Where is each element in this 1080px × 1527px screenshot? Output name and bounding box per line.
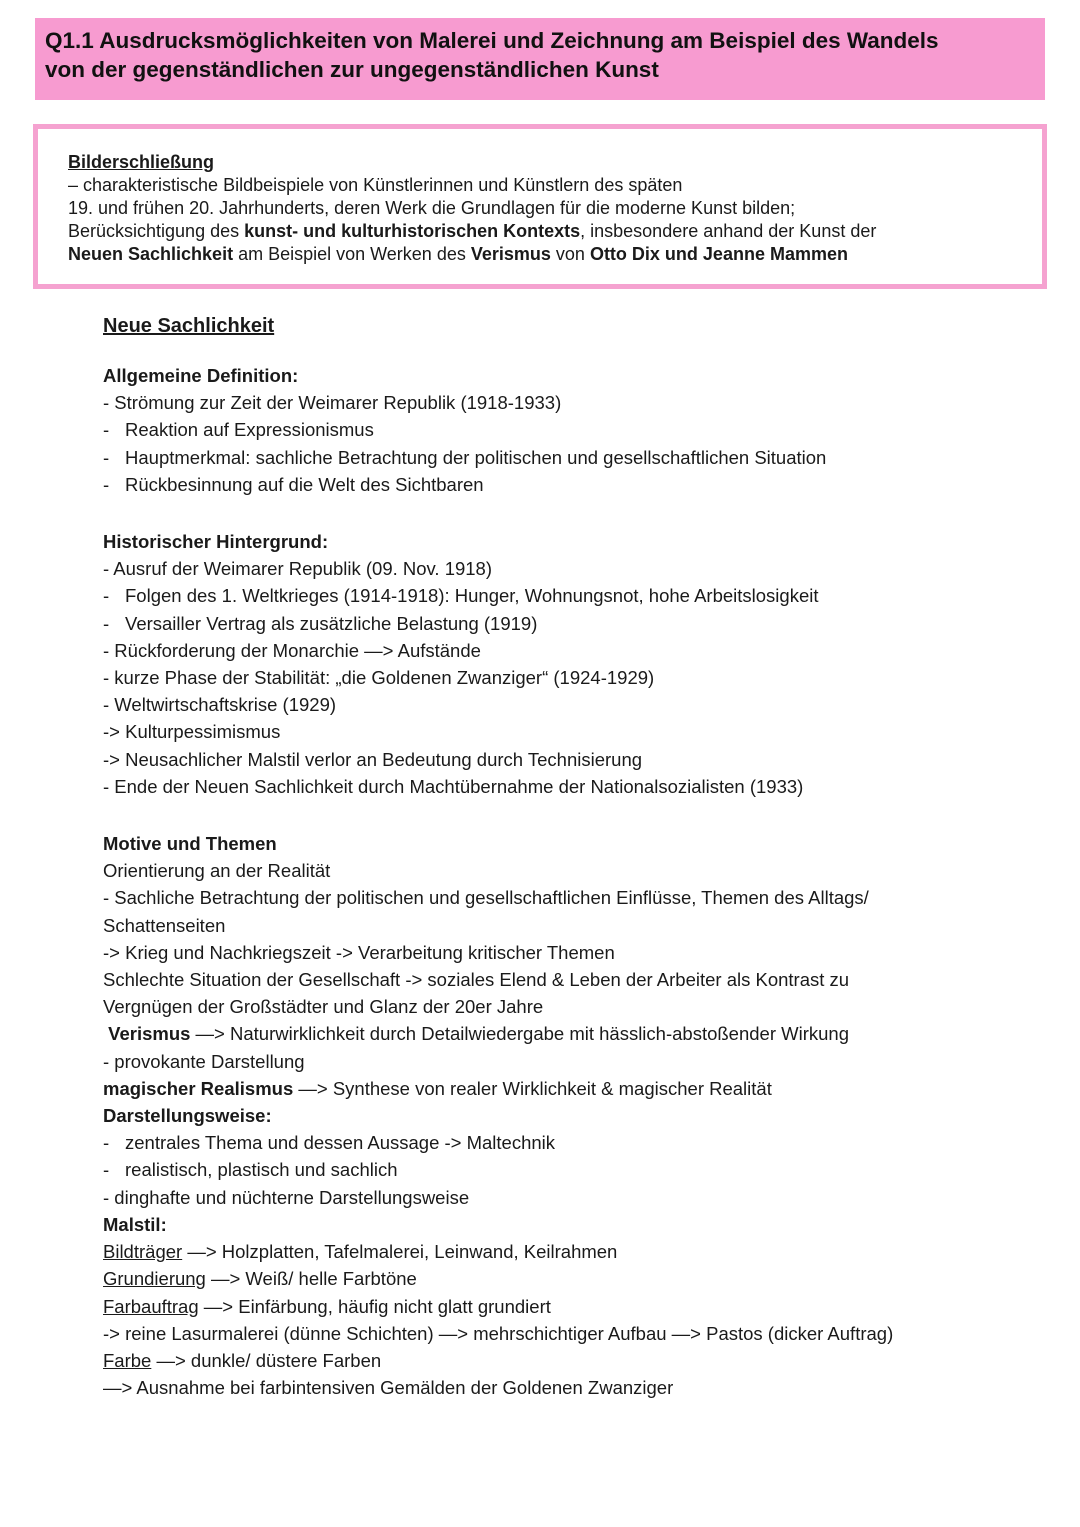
text-line — [103, 1075, 1003, 1102]
list-item: - Ende der Neuen Sachlichkeit durch Machtübernahme der Nationalsozialisten (1933) — [103, 775, 804, 797]
text: von — [550, 244, 590, 264]
text-line: Schattenseiten — [103, 914, 226, 936]
list-item: - Hauptmerkmal: sachliche Betrachtung der politischen und gesellschaftlichen Situation — [103, 446, 827, 468]
text-line: - provokante Darstellung — [103, 1050, 305, 1072]
text-line — [103, 1020, 1003, 1047]
list-item: - Folgen des 1. Weltkrieges (1914-1918): Hunger, Wohnungsnot, hohe Arbeitslosigkeit — [103, 585, 819, 607]
term: Grundierung — [103, 1268, 206, 1290]
text: —> Einfärbung, häufig nicht glatt grundiert — [198, 1295, 551, 1317]
style-heading: Malstil: — [103, 1213, 167, 1235]
emphasis: kunst- und kulturhistorischen Kontexts — [244, 221, 581, 241]
list-item: -> Neusachlicher Malstil verlor an Bedeutung durch Technisierung — [103, 748, 643, 770]
box-heading: Bilderschließung — [68, 152, 215, 172]
header-banner — [35, 18, 1045, 100]
section-title: Neue Sachlichkeit — [103, 315, 275, 337]
text: , insbesondere anhand der Kunst der — [580, 221, 877, 241]
list-item: - Strömung zur Zeit der Weimarer Republik (1918-1933) — [103, 392, 562, 414]
page-title — [45, 26, 1035, 84]
text: Rückbesinnung auf die Welt des Sichtbaren — [125, 473, 484, 495]
text: Folgen des 1. Weltkrieges (1914-1918): Hunger, Wohnungsnot, hohe Arbeitslosigkeit — [125, 585, 819, 607]
text-line — [103, 1238, 1003, 1265]
text: Hauptmerkmal: sachliche Betrachtung der politischen und gesellschaftlichen Situation — [125, 446, 827, 468]
box-line-2: 19. und frühen 20. Jahrhunderts, deren Werk die Grundlagen für die moderne Kunst bilden; — [68, 198, 796, 218]
list-item: - Versailler Vertrag als zusätzliche Belastung (1919) — [103, 612, 538, 634]
text-line — [103, 1265, 1003, 1292]
text-line: -> reine Lasurmalerei (dünne Schichten) —> mehrschichtiger Aufbau —> Pastos (dicker Auftrag) — [103, 1322, 894, 1344]
text: zentrales Thema und dessen Aussage -> Maltechnik — [125, 1132, 556, 1154]
motifs-heading: Motive und Themen — [103, 833, 277, 855]
text-line: Orientierung an der Realität — [103, 860, 331, 882]
text-line: - Sachliche Betrachtung der politischen und gesellschaftlichen Einflüsse, Themen des Alltags/ — [103, 887, 869, 909]
list-item: -> Kulturpessimismus — [103, 721, 281, 743]
list-item: - Weltwirtschaftskrise (1929) — [103, 694, 337, 716]
presentation-heading: Darstellungsweise: — [103, 1105, 272, 1127]
emphasis: Verismus — [470, 244, 551, 264]
list-item: - zentrales Thema und dessen Aussage -> Maltechnik — [103, 1132, 556, 1154]
emphasis: Neuen Sachlichkeit — [68, 244, 234, 264]
list-item: - kurze Phase der Stabilität: „die Goldenen Zwanziger“ (1924-1929) — [103, 667, 655, 689]
history-heading: Historischer Hintergrund: — [103, 531, 329, 553]
box-line-3 — [68, 220, 1042, 243]
curriculum-box — [33, 124, 1047, 289]
text: Berücksichtigung des — [68, 221, 245, 241]
text-line: —> Ausnahme bei farbintensiven Gemälden der Goldenen Zwanziger — [103, 1377, 674, 1399]
text: —> dunkle/ düstere Farben — [151, 1349, 382, 1371]
list-item: - realistisch, plastisch und sachlich — [103, 1159, 398, 1181]
term: Farbauftrag — [103, 1295, 199, 1317]
text-line: Vergnügen der Großstädter und Glanz der 20er Jahre — [103, 996, 544, 1018]
text-line: -> Krieg und Nachkriegszeit -> Verarbeitung kritischer Themen — [103, 941, 615, 963]
term: Bildträger — [103, 1241, 183, 1263]
text-line — [103, 1347, 1003, 1374]
box-line-1: – charakteristische Bildbeispiele von Künstlerinnen und Künstlern des späten — [68, 175, 683, 195]
text: —> Weiß/ helle Farbtöne — [205, 1268, 417, 1290]
title-line-1: Q1.1 Ausdrucksmöglichkeiten von Malerei und Zeichnung am Beispiel des Wandels — [45, 28, 939, 53]
box-line-4 — [68, 243, 1042, 266]
text-line: Schlechte Situation der Gesellschaft -> soziales Elend & Leben der Arbeiter als Kontrast zu — [103, 969, 850, 991]
term: Farbe — [103, 1349, 152, 1371]
list-item: - Reaktion auf Expressionismus — [103, 419, 374, 441]
title-line-2: von der gegenständlichen zur ungegenständlichen Kunst — [45, 57, 659, 82]
text: —> Holzplatten, Tafelmalerei, Leinwand, Keilrahmen — [182, 1241, 618, 1263]
list-item: - Ausruf der Weimarer Republik (09. Nov. 1918) — [103, 558, 493, 580]
text: —> Synthese von realer Wirklichkeit & magischer Realität — [293, 1077, 772, 1099]
main-content — [103, 312, 1003, 1401]
list-item: - Rückforderung der Monarchie —> Aufstände — [103, 639, 481, 661]
text: Reaktion auf Expressionismus — [125, 419, 374, 441]
definition-heading: Allgemeine Definition: — [103, 365, 299, 386]
text: —> Naturwirklichkeit durch Detailwiedergabe mit hässlich-abstoßender Wirkung — [190, 1023, 849, 1045]
text-line — [103, 1293, 1003, 1320]
emphasis: Otto Dix und Jeanne Mammen — [589, 244, 848, 264]
emphasis: magischer Realismus — [103, 1077, 294, 1099]
list-item: - dinghafte und nüchterne Darstellungsweise — [103, 1186, 470, 1208]
emphasis: Verismus — [108, 1023, 191, 1045]
text: realistisch, plastisch und sachlich — [125, 1159, 398, 1181]
list-item: - Rückbesinnung auf die Welt des Sichtbaren — [103, 473, 484, 495]
text: am Beispiel von Werken des — [233, 244, 471, 264]
text: Versailler Vertrag als zusätzliche Belastung (1919) — [125, 612, 538, 634]
